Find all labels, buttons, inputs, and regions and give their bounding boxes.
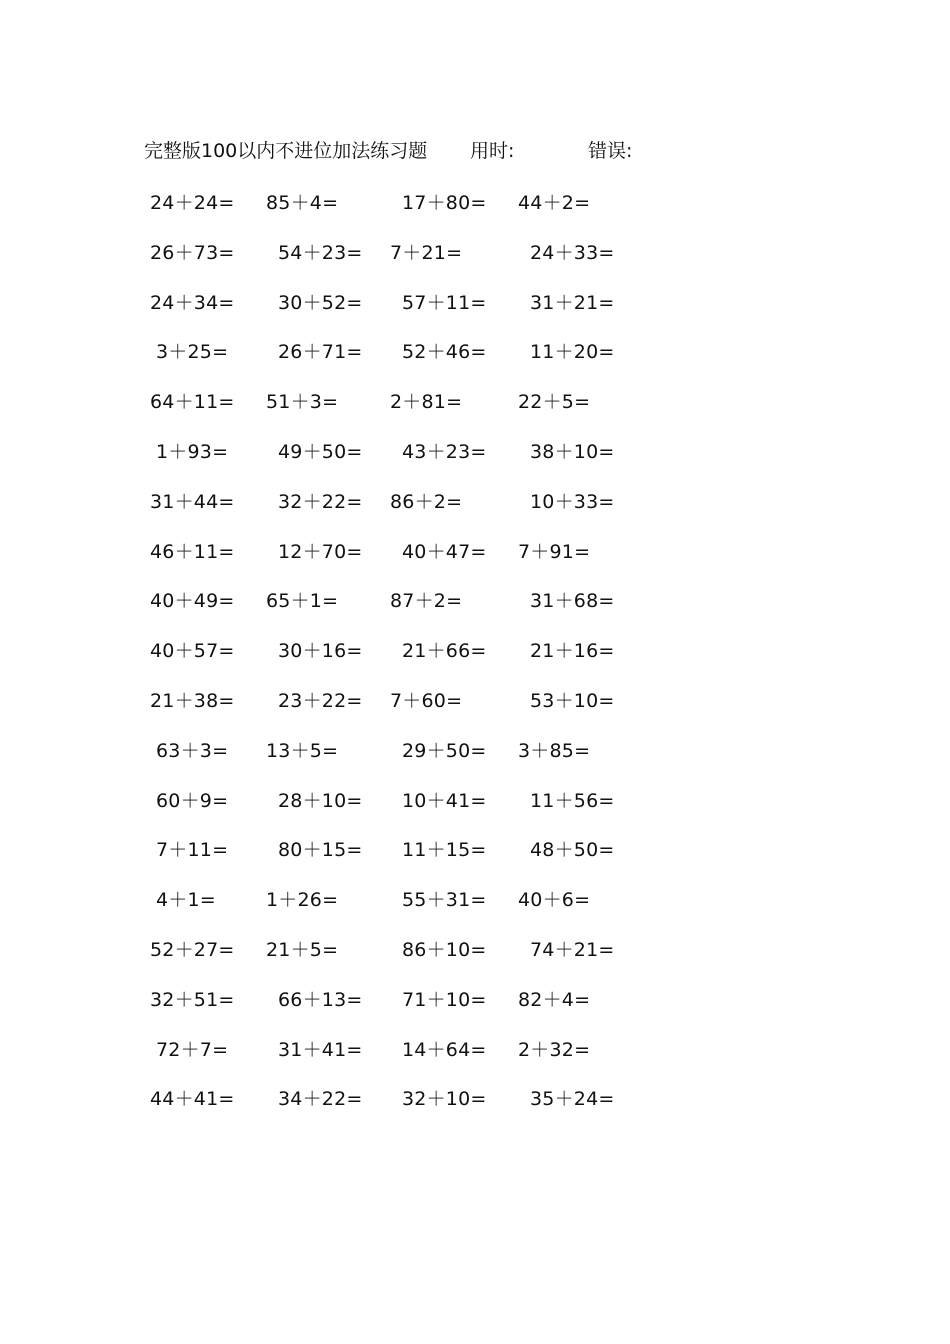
problem-cell: 44＋2= — [518, 192, 591, 214]
problem-cell: 10＋33= — [530, 491, 615, 513]
problem-cell: 85＋4= — [266, 192, 339, 214]
problem-cell: 3＋25= — [156, 341, 229, 363]
problem-cell: 46＋11= — [150, 541, 235, 563]
problem-cell: 17＋80= — [402, 192, 487, 214]
problem-cell: 72＋7= — [156, 1039, 229, 1061]
problem-cell: 31＋41= — [278, 1039, 363, 1061]
problem-cell: 21＋5= — [266, 939, 339, 961]
problem-cell: 60＋9= — [156, 790, 229, 812]
problem-cell: 24＋24= — [150, 192, 235, 214]
problem-cell: 86＋2= — [390, 491, 463, 513]
problem-cell: 26＋73= — [150, 242, 235, 264]
problem-cell: 40＋57= — [150, 640, 235, 662]
problem-cell: 57＋11= — [402, 292, 487, 314]
problem-cell: 30＋52= — [278, 292, 363, 314]
problem-cell: 63＋3= — [156, 740, 229, 762]
problem-cell: 24＋33= — [530, 242, 615, 264]
problem-cell: 28＋10= — [278, 790, 363, 812]
problem-cell: 26＋71= — [278, 341, 363, 363]
errors-label: 错误: — [588, 140, 633, 162]
problem-cell: 12＋70= — [278, 541, 363, 563]
problem-cell: 11＋20= — [530, 341, 615, 363]
problem-cell: 80＋15= — [278, 839, 363, 861]
problem-cell: 49＋50= — [278, 441, 363, 463]
problem-cell: 30＋16= — [278, 640, 363, 662]
problem-cell: 51＋3= — [266, 391, 339, 413]
problem-cell: 10＋41= — [402, 790, 487, 812]
time-label: 用时: — [470, 140, 515, 162]
problem-cell: 21＋16= — [530, 640, 615, 662]
problem-cell: 2＋81= — [390, 391, 463, 413]
problem-cell: 31＋44= — [150, 491, 235, 513]
problem-cell: 21＋66= — [402, 640, 487, 662]
problem-cell: 7＋11= — [156, 839, 229, 861]
problem-cell: 2＋32= — [518, 1039, 591, 1061]
problem-cell: 65＋1= — [266, 590, 339, 612]
problem-cell: 11＋15= — [402, 839, 487, 861]
problem-cell: 11＋56= — [530, 790, 615, 812]
problem-cell: 82＋4= — [518, 989, 591, 1011]
problem-cell: 40＋49= — [150, 590, 235, 612]
problem-cell: 52＋27= — [150, 939, 235, 961]
problem-cell: 31＋68= — [530, 590, 615, 612]
problem-cell: 7＋91= — [518, 541, 591, 563]
problem-cell: 53＋10= — [530, 690, 615, 712]
problem-cell: 35＋24= — [530, 1088, 615, 1110]
problem-cell: 24＋34= — [150, 292, 235, 314]
problem-cell: 40＋6= — [518, 889, 591, 911]
problem-cell: 52＋46= — [402, 341, 487, 363]
problem-cell: 66＋13= — [278, 989, 363, 1011]
problem-cell: 32＋10= — [402, 1088, 487, 1110]
problem-cell: 71＋10= — [402, 989, 487, 1011]
problem-cell: 1＋93= — [156, 441, 229, 463]
problem-cell: 87＋2= — [390, 590, 463, 612]
problem-cell: 32＋51= — [150, 989, 235, 1011]
worksheet-title: 完整版100以内不进位加法练习题 — [144, 140, 428, 162]
problem-cell: 34＋22= — [278, 1088, 363, 1110]
problem-cell: 64＋11= — [150, 391, 235, 413]
problem-cell: 22＋5= — [518, 391, 591, 413]
problem-cell: 44＋41= — [150, 1088, 235, 1110]
problem-cell: 74＋21= — [530, 939, 615, 961]
problem-cell: 29＋50= — [402, 740, 487, 762]
problem-cell: 7＋60= — [390, 690, 463, 712]
problem-cell: 23＋22= — [278, 690, 363, 712]
problem-cell: 14＋64= — [402, 1039, 487, 1061]
problem-cell: 54＋23= — [278, 242, 363, 264]
problem-cell: 4＋1= — [156, 889, 216, 911]
problem-cell: 86＋10= — [402, 939, 487, 961]
problem-cell: 48＋50= — [530, 839, 615, 861]
problem-cell: 55＋31= — [402, 889, 487, 911]
problem-cell: 38＋10= — [530, 441, 615, 463]
problem-cell: 43＋23= — [402, 441, 487, 463]
problem-cell: 21＋38= — [150, 690, 235, 712]
problem-cell: 13＋5= — [266, 740, 339, 762]
problem-cell: 32＋22= — [278, 491, 363, 513]
problem-cell: 3＋85= — [518, 740, 591, 762]
problem-cell: 40＋47= — [402, 541, 487, 563]
problem-cell: 31＋21= — [530, 292, 615, 314]
problem-cell: 1＋26= — [266, 889, 339, 911]
problem-cell: 7＋21= — [390, 242, 463, 264]
